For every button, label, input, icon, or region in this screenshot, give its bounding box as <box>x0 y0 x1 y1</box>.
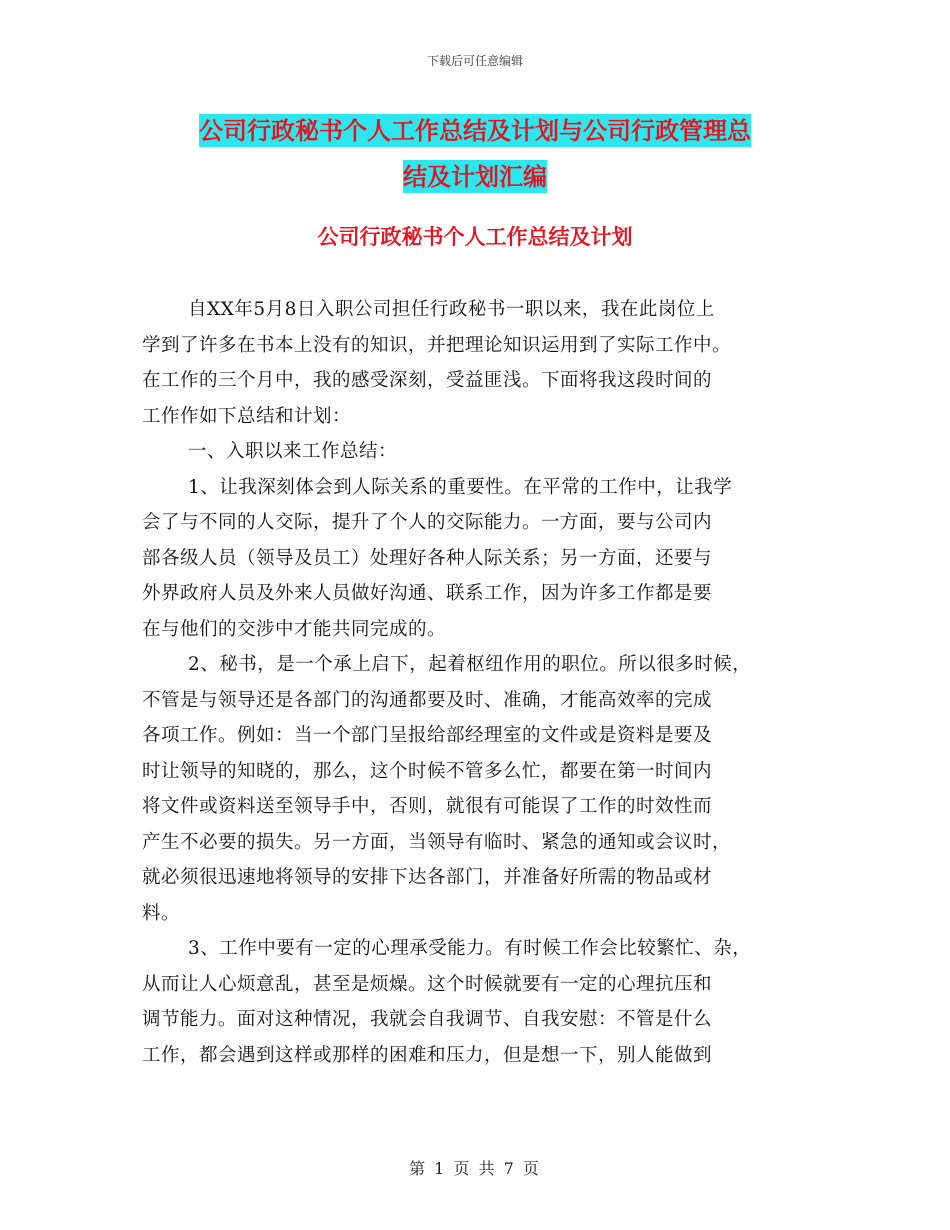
text-line: 2、秘书，是一个承上启下，起着枢纽作用的职位。所以很多时候， <box>188 654 752 675</box>
paragraph-item-1 <box>142 470 827 648</box>
text-line: 在与他们的交涉中才能共同完成的。 <box>142 618 447 640</box>
text-line: 调节能力。面对这种情况，我就会自我调节、自我安慰：不管是什么 <box>142 1009 713 1030</box>
title-line-1: 公司行政秘书个人工作总结及计划与公司行政管理总 <box>199 116 751 145</box>
text-line: 不管是与领导还是各部门的沟通都要及时、准确，才能高效率的完成 <box>142 689 713 711</box>
document-title <box>150 108 800 200</box>
paragraph-heading-1 <box>142 434 827 470</box>
paragraph-intro <box>142 292 827 434</box>
text-line: 从而让人心烦意乱，甚至是烦燥。这个时候就要有一定的心理抗压和 <box>142 973 713 995</box>
text-line: 部各级人员（领导及员工）处理好各种人际关系；另一方面，还要与 <box>142 547 713 569</box>
text-line: 学到了许多在书本上没有的知识，并把理论知识运用到了实际工作中。 <box>142 334 732 356</box>
paragraph-item-3 <box>142 931 827 1073</box>
title-line-2: 结及计划汇编 <box>403 162 547 191</box>
text-line: 将文件或资料送至领导手中，否则，就很有可能误了工作的时效性而 <box>142 796 713 817</box>
paragraph-item-2 <box>142 647 827 931</box>
text-line: 3、工作中要有一定的心理承受能力。有时候工作会比较繁忙、杂， <box>188 938 752 959</box>
text-line: 工作，都会遇到这样或那样的困难和压力，但是想一下，别人能做到 <box>142 1044 713 1066</box>
text-line: 外界政府人员及外来人员做好沟通、联系工作，因为许多工作都是要 <box>142 583 713 604</box>
text-line: 自XX年5月8日入职公司担任行政秘书一职以来，我在此岗位上 <box>188 299 715 320</box>
text-line: 工作作如下总结和计划： <box>142 405 352 427</box>
text-line: 在工作的三个月中，我的感受深刻，受益匪浅。下面将我这段时间的 <box>142 370 713 391</box>
text-line: 各项工作。例如：当一个部门呈报给部经理室的文件或是资料是要及 <box>142 725 713 746</box>
text-line: 1、让我深刻体会到人际关系的重要性。在平常的工作中，让我学 <box>188 476 733 498</box>
page-number: 第 1 页 共 7 页 <box>409 1159 541 1178</box>
text-line: 就必须很迅速地将领导的安排下达各部门，并准备好所需的物品或材 <box>142 867 713 888</box>
text-line: 时让领导的知晓的，那么，这个时候不管多么忙，都要在第一时间内 <box>142 760 713 782</box>
section-title: 公司行政秘书个人工作总结及计划 <box>317 224 633 249</box>
text-line: 产生不必要的损失。另一方面，当领导有临时、紧急的通知或会议时， <box>142 831 732 853</box>
document-body <box>142 292 827 1073</box>
text-line: 会了与不同的人交际，提升了个人的交际能力。一方面，要与公司内 <box>142 512 713 533</box>
text-line: 料。 <box>142 902 181 924</box>
text-line: 一、入职以来工作总结： <box>188 441 398 462</box>
header-note: 下载后可任意编辑 <box>426 54 523 68</box>
